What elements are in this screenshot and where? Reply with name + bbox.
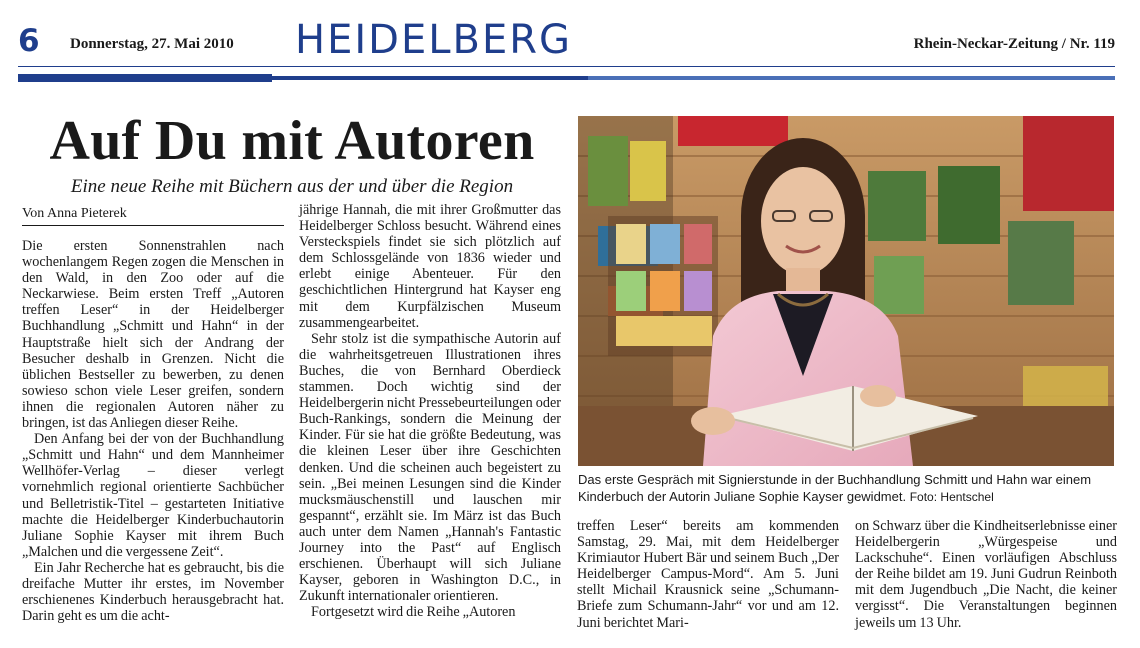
paragraph: Fortgesetzt wird die Reihe „Autoren xyxy=(311,604,516,621)
article-subheadline: Eine neue Reihe mit Büchern aus der und über die Region xyxy=(70,176,514,197)
paragraph: treffen Leser“ bereits am kommenden Samstag, 29. Mai, mit dem Heidelberger Krimiautor Hubert Bär und seinem Buch „Der Heidelberger Campus-Mord“. Am 5. Juni stellt Michail Krausnick seine „Schumann-Briefe zum Schumann-Jahr“ vor und am 12. Juni berichtet Mari- xyxy=(577,518,839,631)
header-bar-left xyxy=(18,74,272,82)
paragraph: jährige Hannah, die mit ihrer Großmutter das Heidelberger Schloss besucht. Während eines Versteckspiels findet sie sich plötzlich auf dem Schlossgelände von 1836 wieder und erlebt einige Abenteuer. Für den geschichtlichen Hintergrund hat Kayser eng mit dem Kurpfälzischen Museum zusammengearbeitet. xyxy=(299,202,561,331)
article-photo xyxy=(578,116,1114,466)
paragraph: Sehr stolz ist die sympathische Autorin auf die wahrheitsgetreuen Illustrationen ihres Buches, die von Bernhard Oberdieck stammen. Doch wichtig sind der Heidelbergerin nicht Pressebeurteilungen oder Buch-Rankings, sondern die Meinung der Kinder. Für sie hat die größte Bedeutung, was die kleinen Leser über ihre Geschichten denken. Und die scheinen auch begeistert zu sein. „Bei meinen Lesungen sind die Kinder mucksmäuschenstill und lauschen mir gespannt“, erzählt sie. Im März ist das Buch auch unter dem Namen „Hannah's Fantastic Journey into the Past“ auf Englisch erschienen. Überhaupt will sich Juliane Kayser, geboren in Washington D.C., in Zukunft internationaler orientieren. xyxy=(299,330,561,605)
article-column-2 xyxy=(299,202,561,620)
article-column-3 xyxy=(577,518,839,631)
article-column-4 xyxy=(855,518,1117,631)
article-column-1 xyxy=(22,238,284,624)
photo-caption xyxy=(578,471,1114,506)
header-bar-right xyxy=(588,76,1115,80)
caption-text: Das erste Gespräch mit Signierstunde in der Buchhandlung Schmitt und Hahn war einem Kinderbuch der Autorin Juliane Sophie Kayser gewidmet. xyxy=(578,472,1092,504)
paragraph: Die ersten Sonnenstrahlen nach wochenlangem Regen zogen die Menschen in den Wald, in den Zoo oder auf die Neckarwiese. Beim ersten Treff „Autoren treffen Leser“ in der Heidelberger Buchhandlung „Schmitt und Hahn“ in der Hauptstraße hielt sich der Andrang der Besucher deshalb in Grenzen. Nicht die üblichen Bestseller zu bewerben, zu denen sowieso schon viele Leser greifen, sondern ihnen die regionalen Autoren näher zu bringen, ist das Anliegen dieser Reihe. xyxy=(22,238,284,432)
header-bar-middle xyxy=(272,76,588,80)
issue-date: Donnerstag, 27. Mai 2010 xyxy=(70,36,234,52)
paragraph: Den Anfang bei der von der Buchhandlung „Schmitt und Hahn“ und dem Mannheimer Wellhöfer-Verlag – dieser verlegt vornehmlich regional orientierte Sachbücher und Belletristik-Titel – gestarteten Initiative machte die Heidelberger Kinderbuchautorin Juliane Sophie Kayser mit ihrem Buch „Malchen und die vergessene Zeit“. xyxy=(22,431,284,560)
article-byline: Von Anna Pieterek xyxy=(22,206,284,226)
photo-credit: Foto: Hentschel xyxy=(909,490,994,504)
section-title: HEIDELBERG xyxy=(295,17,573,63)
article-headline: Auf Du mit Autoren xyxy=(49,110,535,172)
author-photo-illustration xyxy=(578,116,1114,466)
publication-issue: Rhein-Neckar-Zeitung / Nr. 119 xyxy=(913,36,1115,52)
paragraph: Ein Jahr Recherche hat es gebraucht, bis die dreifache Mutter ihr erstes, im November erschienenes Kinderbuch herausgebracht hat. Darin geht es um die acht- xyxy=(22,559,284,625)
header-rule xyxy=(18,66,1115,67)
paragraph: on Schwarz über die Kindheitserlebnisse einer Heidelbergerin „Würgespeise und Lackschuhe“. Einen vorläufigen Abschluss der Reihe bildet am 19. Juni Gudrun Reinboth mit dem Jugendbuch „Die Nacht, die keiner vergisst“. Die Veranstaltungen beginnen jeweils um 13 Uhr. xyxy=(855,518,1117,631)
page-number: 6 xyxy=(18,23,40,59)
